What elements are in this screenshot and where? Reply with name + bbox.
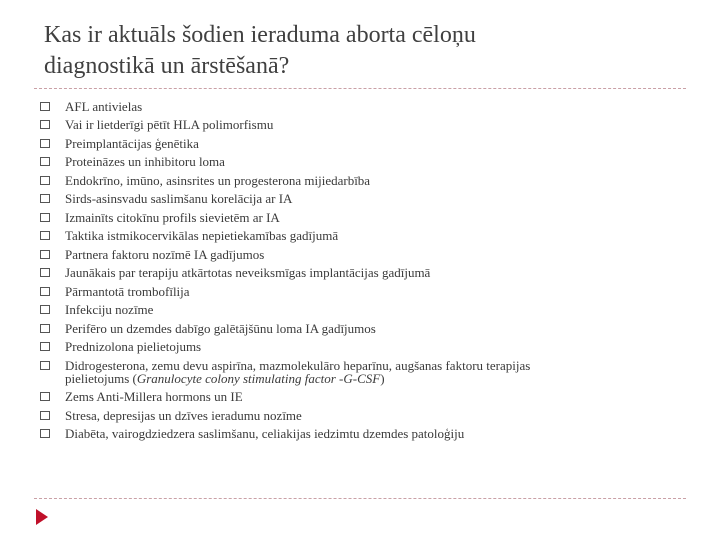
list-item: Vai ir lietderīgi pētīt HLA polimorfismu [40, 115, 680, 134]
square-bullet-icon [40, 392, 50, 401]
slide-title-line-1: Kas ir aktuāls šodien ieraduma aborta cēloņu [44, 22, 476, 48]
square-bullet-icon [40, 429, 50, 438]
list-item: Pārmantotā trombofīlija [40, 281, 680, 300]
square-bullet-icon [40, 213, 50, 222]
list-item: Partnera faktoru nozīmē IA gadījumos [40, 244, 680, 263]
square-bullet-icon [40, 194, 50, 203]
bottom-divider [34, 498, 686, 499]
slide-title-line-2: diagnostikā un ārstēšanā? [44, 53, 290, 79]
play-arrow-icon[interactable] [35, 508, 49, 526]
list-item: Stresa, depresijas un dzīves ieradumu nozīme [40, 405, 680, 424]
list-item: Prednizolona pielietojums [40, 337, 680, 356]
square-bullet-icon [40, 102, 50, 111]
square-bullet-icon [40, 287, 50, 296]
square-bullet-icon [40, 305, 50, 314]
square-bullet-icon [40, 268, 50, 277]
square-bullet-icon [40, 250, 50, 259]
square-bullet-icon [40, 176, 50, 185]
list-item: Infekciju nozīme [40, 300, 680, 319]
list-item: Proteināzes un inhibitoru loma [40, 152, 680, 171]
bullet-list [40, 96, 680, 442]
list-item: Taktika istmikocervikālas nepietiekamības gadījumā [40, 226, 680, 245]
square-bullet-icon [40, 342, 50, 351]
square-bullet-icon [40, 231, 50, 240]
square-bullet-icon [40, 120, 50, 129]
square-bullet-icon [40, 411, 50, 420]
list-item: Perifēro un dzemdes dabīgo galētājšūnu loma IA gadījumos [40, 318, 680, 337]
square-bullet-icon [40, 157, 50, 166]
square-bullet-icon [40, 324, 50, 333]
list-item: Jaunākais par terapiju atkārtotas neveiksmīgas implantācijas gadījumā [40, 263, 680, 282]
slide-title [44, 20, 684, 82]
square-bullet-icon [40, 361, 50, 370]
list-item: AFL antivielas [40, 96, 680, 115]
list-item: Endokrīno, imūno, asinsrites un progesterona mijiedarbība [40, 170, 680, 189]
top-divider [34, 88, 686, 89]
list-item: Zems Anti-Millera hormons un IE [40, 387, 680, 406]
square-bullet-icon [40, 139, 50, 148]
list-item [40, 355, 680, 387]
list-item-text: Didrogesterona, zemu devu aspirīna, mazmolekulāro heparīnu, augšanas faktoru terapijas pielietojums (Granulocyte colony stimulating factor -G-CSF) [65, 357, 531, 386]
list-item: Diabēta, vairogdziedzera saslimšanu, celiakijas iedzimtu dzemdes patoloģiju [40, 424, 680, 443]
list-item: Preimplantācijas ģenētika [40, 133, 680, 152]
list-item: Izmainīts citokīnu profils sievietēm ar IA [40, 207, 680, 226]
list-item: Sirds-asinsvadu saslimšanu korelācija ar IA [40, 189, 680, 208]
